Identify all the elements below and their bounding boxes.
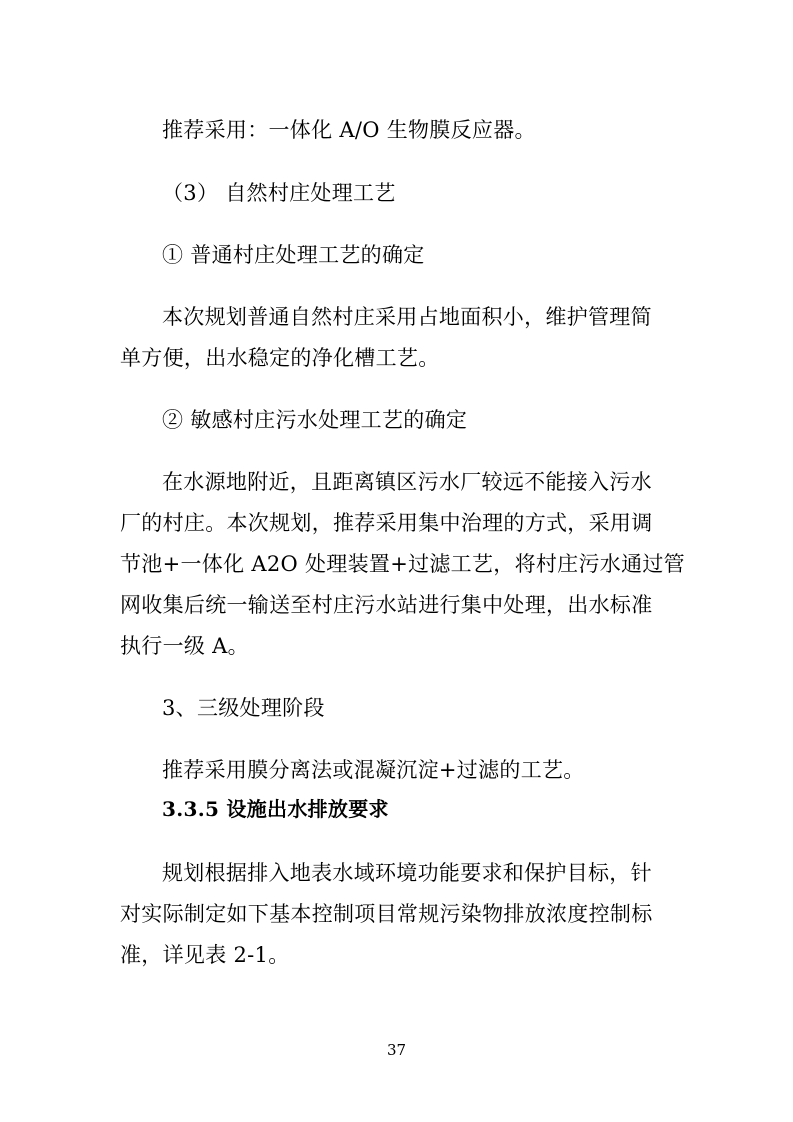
paragraph-sensitive-line-4: 网收集后统一输送至村庄污水站进行集中处理，出水标准 [120, 593, 653, 617]
page-number: 37 [386, 1041, 407, 1059]
paragraph-sensitive-line-3: 节池+一体化 A2O 处理装置+过滤工艺，将村庄污水通过管 [120, 552, 685, 576]
paragraph-discharge-line-2: 对实际制定如下基本控制项目常规污染物排放浓度控制标 [120, 902, 653, 926]
recommendation-membrane-line: 推荐采用膜分离法或混凝沉淀+过滤的工艺。 [162, 758, 585, 782]
subheading-tertiary-treatment: 3、三级处理阶段 [162, 696, 325, 720]
section-heading-3-3-5: 3.3.5 设施出水排放要求 [162, 797, 389, 821]
section-heading-natural-village: （3） 自然村庄处理工艺 [162, 181, 396, 205]
paragraph-sensitive-line-5: 执行一级 A。 [120, 634, 249, 658]
recommendation-ao-line: 推荐采用：一体化 A/O 生物膜反应器。 [162, 118, 536, 142]
paragraph-ordinary-line-2: 单方便，出水稳定的净化槽工艺。 [120, 346, 440, 370]
paragraph-sensitive-line-1: 在水源地附近，且距离镇区污水厂较远不能接入污水 [162, 470, 652, 494]
paragraph-discharge-line-3: 准，详见表 2-1。 [120, 943, 290, 967]
paragraph-sensitive-line-2: 厂的村庄。本次规划，推荐采用集中治理的方式，采用调 [120, 511, 653, 535]
paragraph-ordinary-line-1: 本次规划普通自然村庄采用占地面积小，维护管理简 [162, 305, 652, 329]
subheading-sensitive-village: ② 敏感村庄污水处理工艺的确定 [162, 408, 468, 432]
paragraph-discharge-line-1: 规划根据排入地表水域环境功能要求和保护目标，针 [162, 861, 652, 885]
subheading-ordinary-village: ① 普通村庄处理工艺的确定 [162, 243, 425, 267]
